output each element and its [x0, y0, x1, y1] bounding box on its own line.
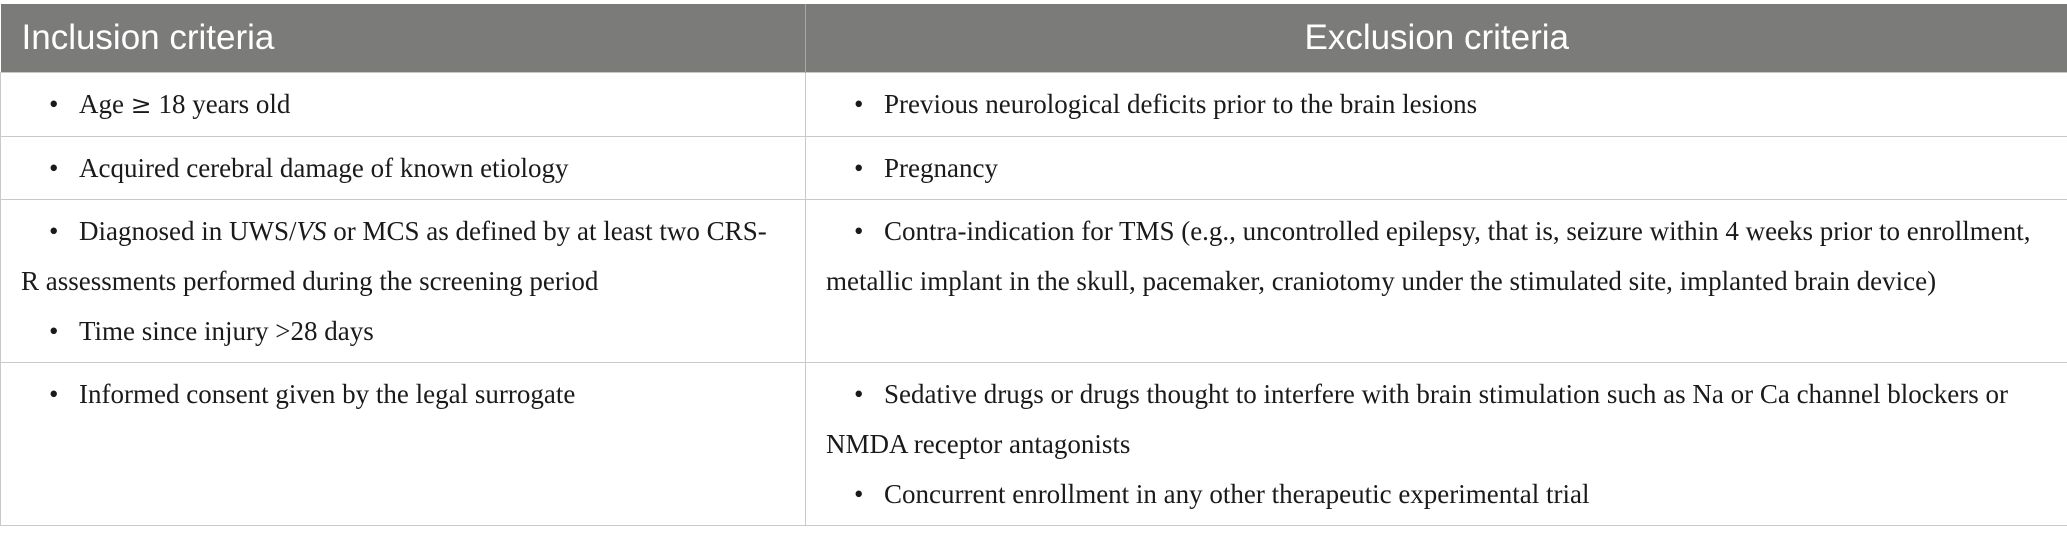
exclusion-cell — [806, 137, 2067, 200]
list-item — [826, 469, 2045, 519]
list-item-text: Concurrent enrollment in any other therapeutic experimental trial — [884, 479, 1589, 509]
list-item-text: Acquired cerebral damage of known etiology — [79, 153, 569, 183]
bullet-icon: • — [49, 79, 79, 129]
bullet-icon: • — [854, 369, 884, 419]
bullet-icon: • — [49, 306, 79, 356]
diagnosis-vs: VS — [296, 216, 326, 246]
list-item-text: Previous neurological deficits prior to the brain lesions — [884, 89, 1477, 119]
age-value: 18 years old — [152, 89, 291, 119]
list-item-text: Time since injury >28 days — [79, 316, 374, 346]
criteria-table — [0, 4, 2067, 526]
list-item-text: Pregnancy — [884, 153, 998, 183]
bullet-icon: • — [854, 143, 884, 193]
age-label: Age — [79, 89, 124, 119]
header-row — [1, 4, 2067, 73]
bullet-icon: • — [49, 369, 79, 419]
list-item — [21, 143, 783, 193]
inclusion-cell — [1, 73, 806, 137]
diagnosis-text-a: Diagnosed in UWS/ — [79, 216, 296, 246]
list-item — [826, 79, 2045, 129]
bullet-icon: • — [854, 469, 884, 519]
table-row — [1, 73, 2067, 137]
exclusion-cell — [806, 73, 2067, 137]
inclusion-cell — [1, 200, 806, 363]
list-item — [21, 206, 783, 306]
bullet-icon: • — [49, 206, 79, 256]
list-item — [826, 369, 2045, 469]
table-row — [1, 363, 2067, 526]
table-row — [1, 200, 2067, 363]
list-item — [826, 143, 2045, 193]
bullet-icon: • — [49, 143, 79, 193]
exclusion-header: Exclusion criteria — [806, 4, 2067, 73]
inclusion-cell — [1, 137, 806, 200]
exclusion-cell — [806, 363, 2067, 526]
list-item-text: Sedative drugs or drugs thought to interfere with brain stimulation such as Na or Ca channel blockers or NMDA receptor antagonists — [826, 379, 2008, 459]
list-item-text: Contra-indication for TMS (e.g., uncontrolled epilepsy, that is, seizure within 4 weeks prior to enrollment, metallic implant in the skull, pacemaker, craniotomy under the stimulated site, implanted brain device) — [826, 216, 2031, 296]
inclusion-header: Inclusion criteria — [1, 4, 806, 73]
inclusion-cell — [1, 363, 806, 526]
diagnosis-text-b: or MCS as defined by at least two CRS-R assessments performed during the screening period — [21, 216, 767, 296]
list-item — [21, 79, 783, 130]
exclusion-cell — [806, 200, 2067, 363]
list-item — [826, 206, 2045, 306]
list-item-text: Informed consent given by the legal surrogate — [79, 379, 575, 409]
bullet-icon: • — [854, 79, 884, 129]
bullet-icon: • — [854, 206, 884, 256]
list-item — [21, 306, 783, 356]
list-item — [21, 369, 783, 419]
greater-equal-symbol: ≥ — [131, 90, 152, 119]
table-row — [1, 137, 2067, 200]
